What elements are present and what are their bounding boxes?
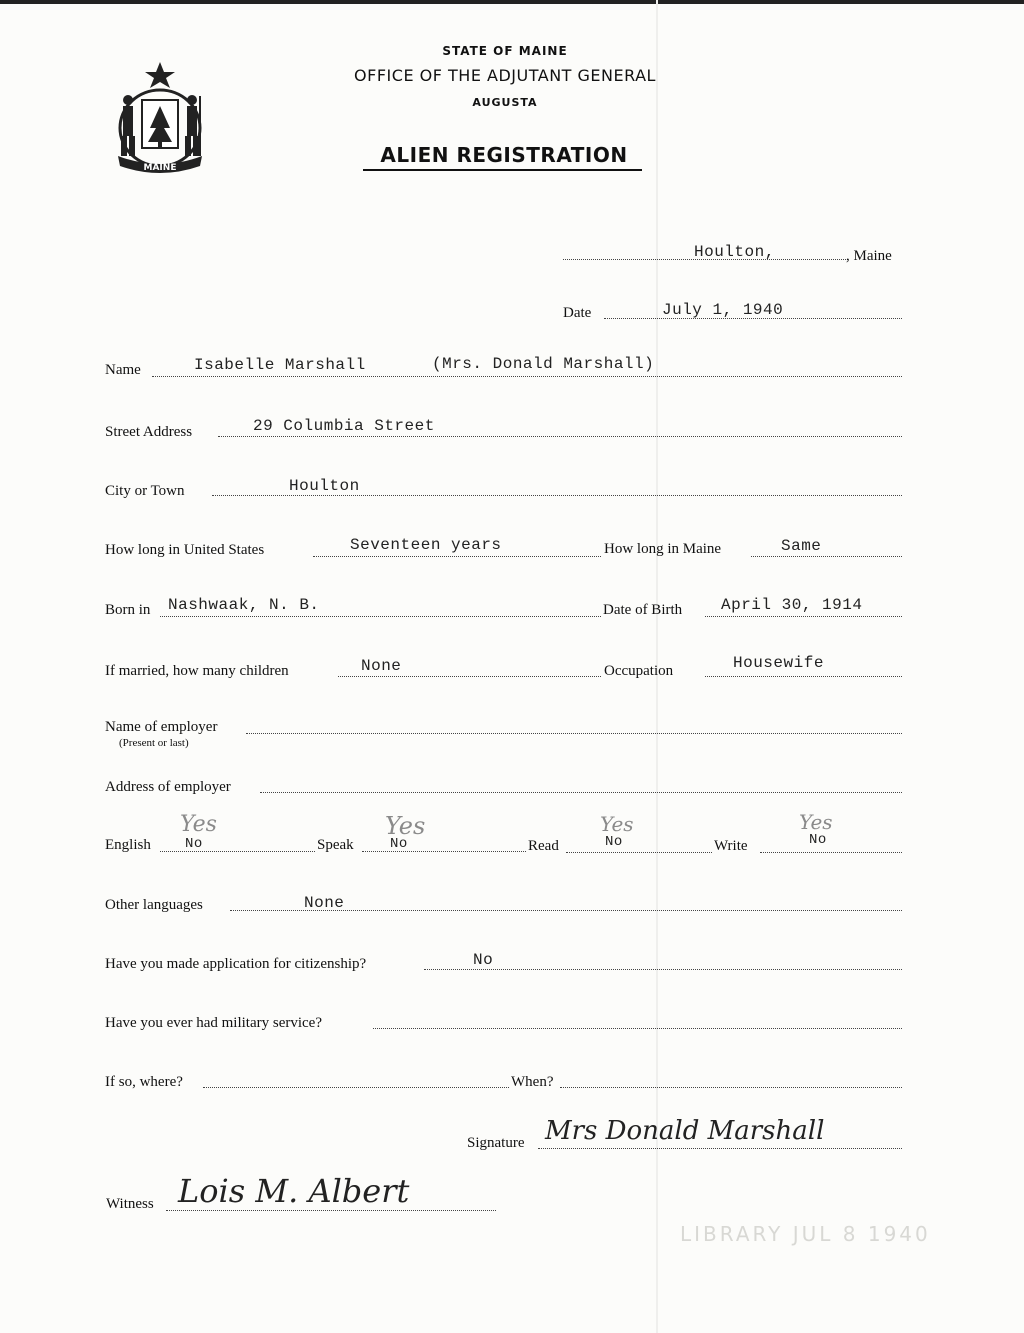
when-label: When? (511, 1074, 554, 1090)
witness-line (166, 1210, 496, 1211)
if-so-where-label: If so, where? (105, 1074, 183, 1090)
when-line (560, 1087, 902, 1088)
citizenship-value: No (473, 951, 494, 969)
english-line (160, 851, 315, 852)
children-line (338, 676, 601, 677)
city-label: City or Town (105, 483, 185, 499)
how-long-us-label: How long in United States (105, 542, 265, 558)
other-languages-label: Other languages (105, 897, 203, 913)
street-value: 29 Columbia Street (253, 417, 435, 435)
seal-banner-text: MAINE (143, 163, 177, 173)
how-long-maine-line (751, 556, 902, 557)
header-office: OFFICE OF THE ADJUTANT GENERAL (354, 66, 656, 85)
name-value: Isabelle Marshall (194, 356, 366, 374)
read-hand-value: Yes (600, 812, 634, 836)
applicant-signature: Mrs Donald Marshall (545, 1116, 825, 1146)
read-line (566, 852, 712, 853)
occupation-value: Housewife (733, 654, 824, 672)
how-long-maine-value: Same (781, 537, 822, 555)
city-line (212, 495, 902, 496)
write-typed-value: No (809, 832, 827, 848)
born-in-line (160, 616, 601, 617)
english-label: English (105, 837, 151, 853)
name-line (152, 376, 902, 377)
town-value: Houlton, (694, 243, 775, 261)
date-of-birth-value: April 30, 1914 (721, 596, 863, 614)
citizenship-label: Have you made application for citizenship? (105, 956, 367, 972)
military-line (373, 1028, 902, 1029)
how-long-us-value: Seventeen years (350, 536, 502, 554)
witness-label: Witness (106, 1196, 154, 1212)
city-value: Houlton (289, 477, 360, 495)
speak-hand-value: Yes (385, 812, 426, 840)
english-typed-value: No (185, 836, 203, 852)
how-long-maine-label: How long in Maine (604, 541, 722, 557)
signature-label: Signature (467, 1135, 525, 1151)
date-of-birth-label: Date of Birth (603, 602, 683, 618)
maine-label: , Maine (846, 248, 892, 264)
english-hand-value: Yes (180, 812, 217, 837)
date-of-birth-line (705, 616, 902, 617)
write-line (760, 852, 902, 853)
street-label: Street Address (105, 424, 193, 440)
header-city: AUGUSTA (472, 96, 538, 109)
born-in-value: Nashwaak, N. B. (168, 596, 320, 614)
born-in-label: Born in (105, 602, 151, 618)
title-underline (363, 169, 642, 171)
scan-edge (0, 0, 1024, 4)
employer-address-label: Address of employer (105, 779, 231, 795)
occupation-line (705, 676, 902, 677)
read-label: Read (528, 838, 559, 854)
read-typed-value: No (605, 834, 623, 850)
speak-typed-value: No (390, 836, 408, 852)
form-title: ALIEN REGISTRATION (380, 143, 628, 167)
write-hand-value: Yes (799, 810, 833, 834)
other-languages-value: None (304, 894, 345, 912)
where-line (203, 1087, 509, 1088)
name-label: Name (105, 362, 141, 378)
children-label: If married, how many children (105, 663, 289, 679)
children-value: None (361, 657, 402, 675)
employer-note: (Present or last) (119, 737, 189, 749)
date-label: Date (563, 305, 592, 321)
citizenship-line (424, 969, 902, 970)
signature-line (538, 1148, 902, 1149)
employer-name-line (246, 733, 902, 734)
speak-label: Speak (317, 837, 354, 853)
how-long-us-line (313, 556, 601, 557)
employer-name-label: Name of employer (105, 719, 218, 735)
write-label: Write (714, 838, 748, 854)
received-stamp: LIBRARY JUL 8 1940 (680, 1222, 931, 1246)
military-label: Have you ever had military service? (105, 1015, 322, 1031)
name-alt-value: (Mrs. Donald Marshall) (432, 355, 655, 373)
occupation-label: Occupation (604, 663, 674, 679)
witness-signature: Lois M. Albert (178, 1172, 410, 1210)
street-line (218, 436, 902, 437)
maine-state-seal-icon (104, 56, 216, 178)
speak-line (362, 851, 526, 852)
header-state: STATE OF MAINE (442, 44, 568, 58)
date-value: July 1, 1940 (662, 301, 784, 319)
employer-address-line (260, 792, 902, 793)
